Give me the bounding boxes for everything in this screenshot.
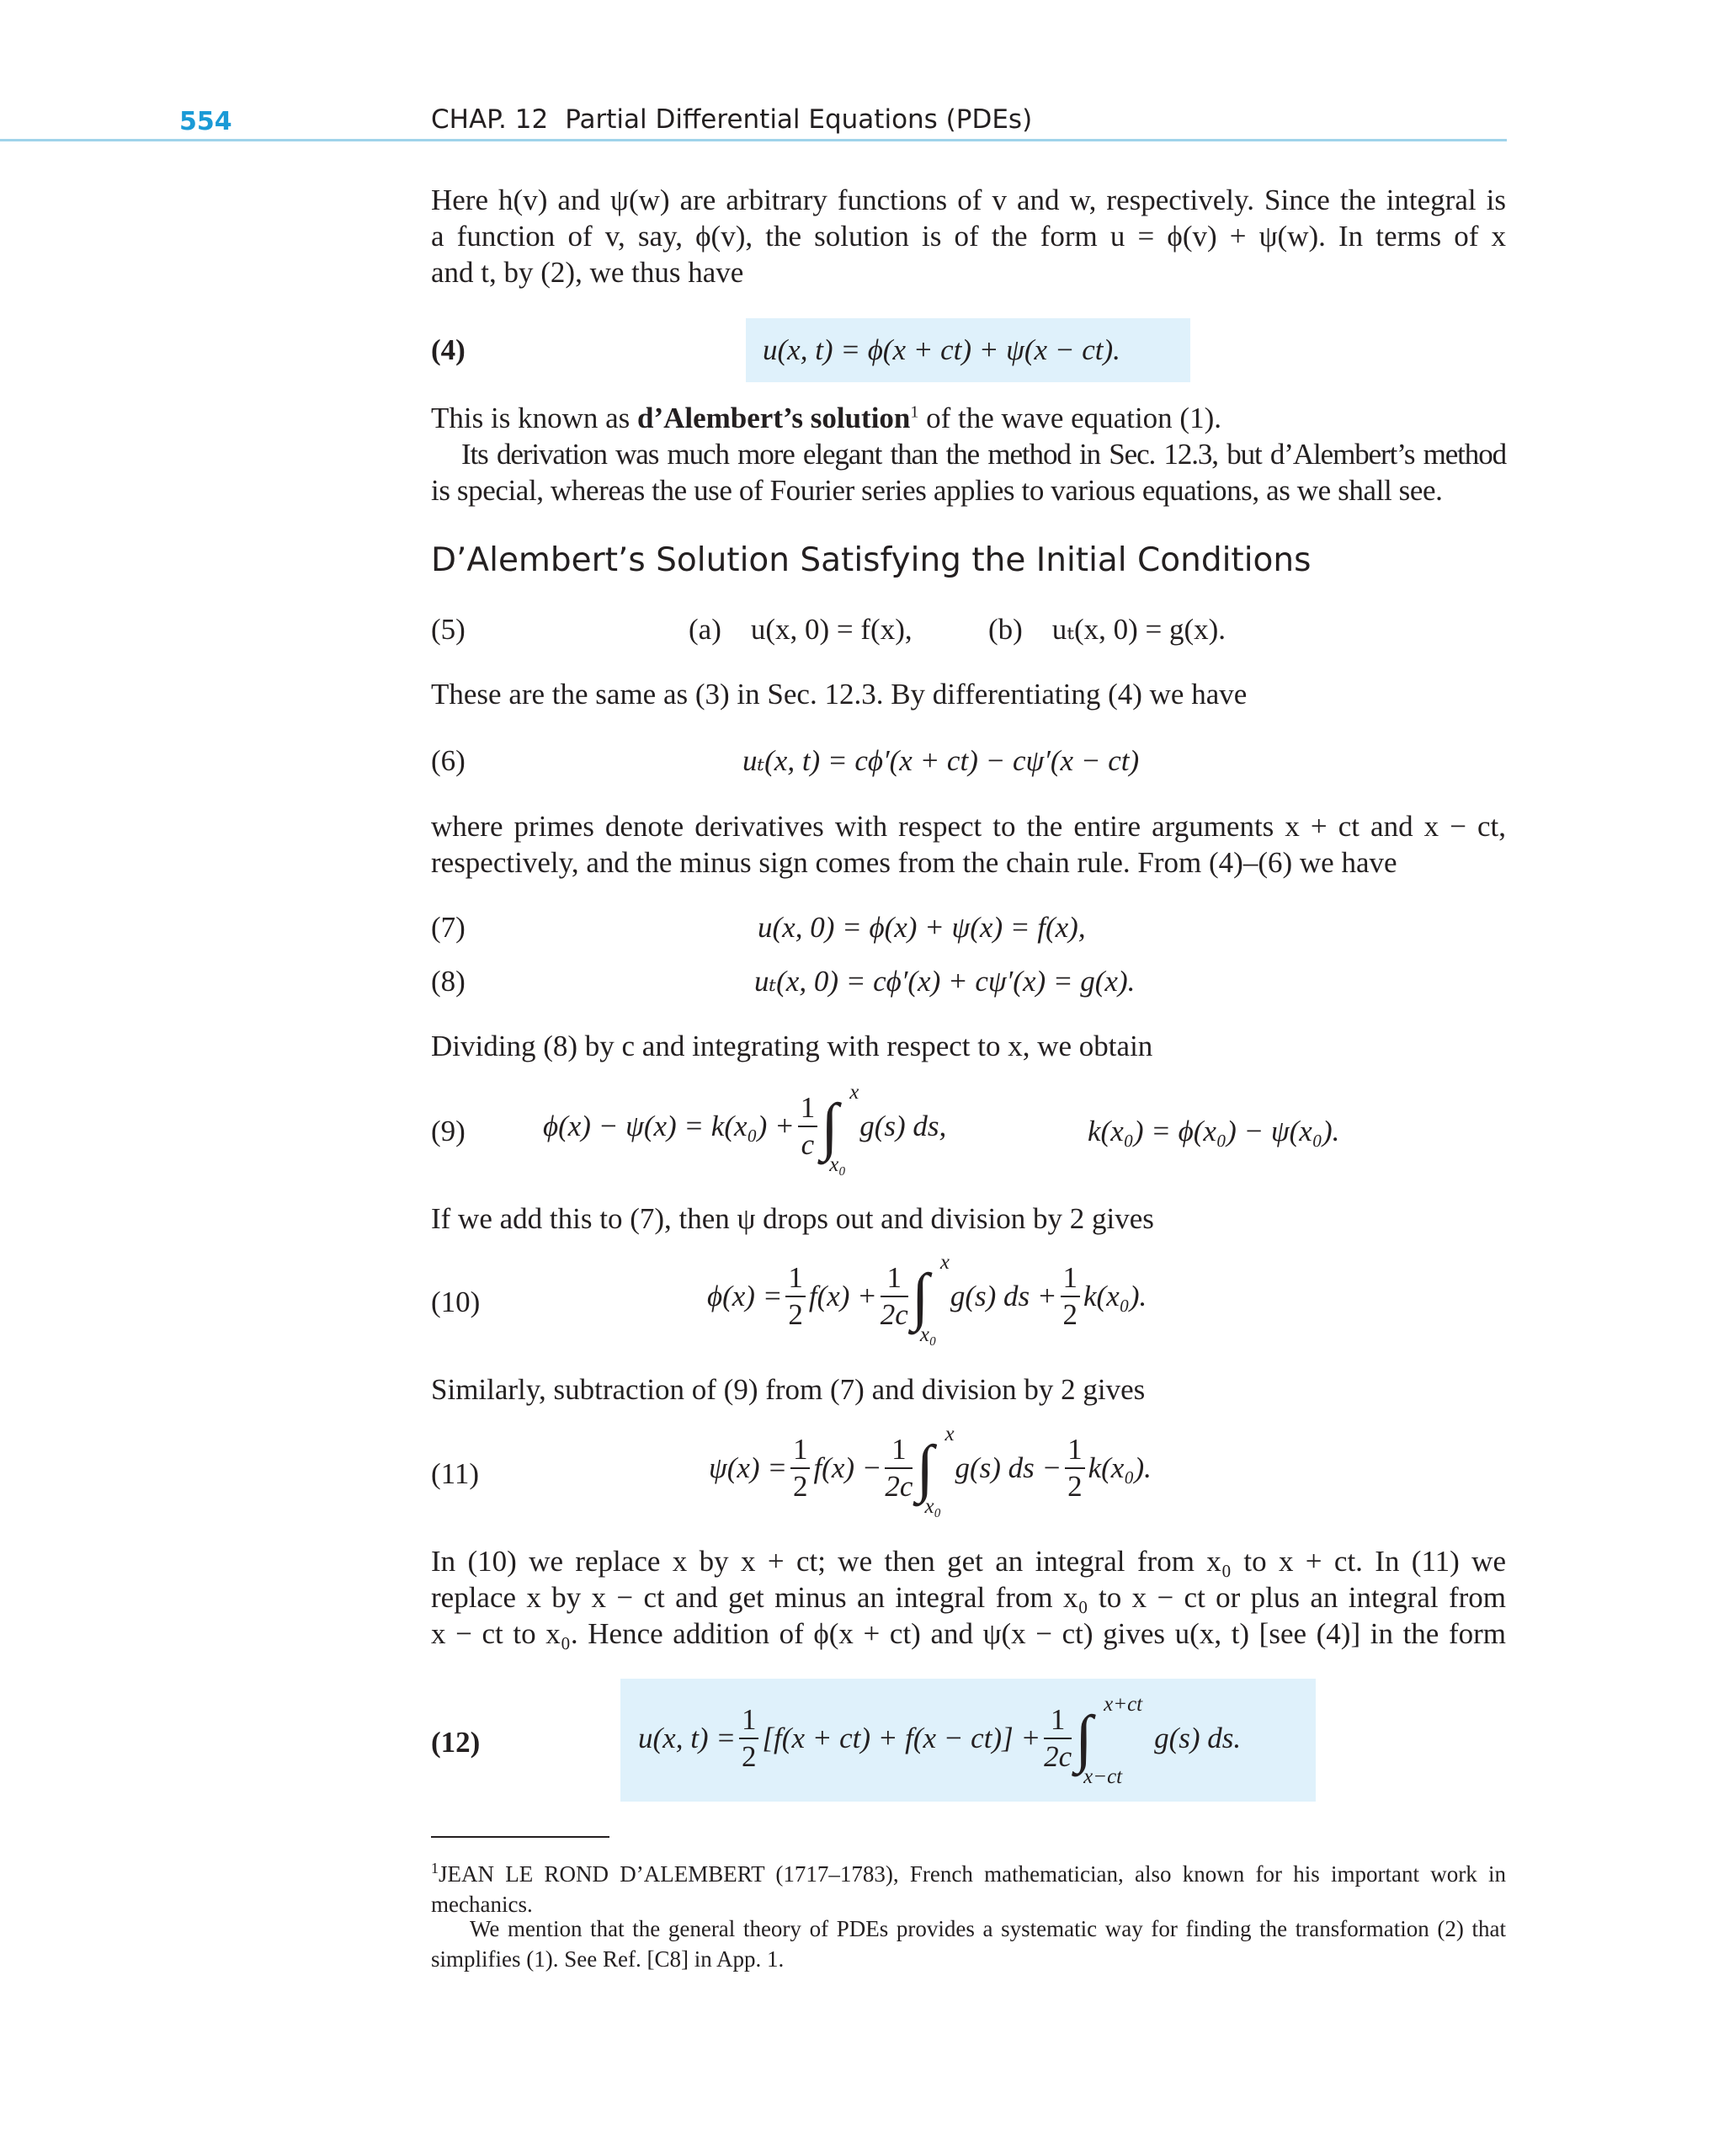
fraction-denominator: 2 [741, 1740, 757, 1773]
equation-11-fraction-1 [790, 1432, 811, 1504]
intro-line-1: Here h(v) and ψ(w) are arbitrary functions of v and w, respectively. Since the integral is [431, 184, 1506, 216]
equation-12-lhs: u(x, t) = [638, 1722, 736, 1754]
equation-12-fraction-2 [1044, 1702, 1072, 1775]
equation-10-fraction-2 [881, 1260, 908, 1333]
dalembert-post: of the wave equation (1). [918, 402, 1221, 434]
equation-5b: (b) uₜ(x, 0) = g(x). [988, 613, 1226, 646]
equation-9 [543, 1081, 947, 1176]
equation-9-side: k(x₀) = ϕ(x₀) − ψ(x₀). [1088, 1115, 1340, 1147]
fraction-denominator: 2 [1067, 1470, 1083, 1503]
fraction-numerator: 1 [785, 1260, 806, 1297]
footnote-1 [431, 1853, 1506, 1919]
equation-5-number: (5) [431, 613, 466, 646]
fraction-denominator: 2c [1044, 1740, 1072, 1773]
equation-12-number: (12) [431, 1726, 481, 1759]
integral-lower-limit: x₀ [829, 1153, 846, 1176]
equation-10-tail: k(x₀). [1083, 1280, 1147, 1312]
equation-9-number: (9) [431, 1115, 466, 1147]
fraction-numerator: 1 [885, 1432, 913, 1469]
equation-6: uₜ(x, t) = cϕ′(x + ct) − cψ′(x − ct) [742, 744, 1140, 777]
text-after-eq5: These are the same as (3) in Sec. 12.3. By differentiating (4) we have [431, 678, 1248, 711]
text-after-eq9: If we add this to (7), then ψ drops out and division by 2 gives [431, 1202, 1154, 1235]
equation-10-fraction-1 [785, 1260, 806, 1333]
equation-11-fraction-2 [885, 1432, 913, 1504]
equation-11-mid: f(x) − [813, 1451, 882, 1484]
fraction-numerator: 1 [1065, 1432, 1085, 1469]
equation-6-number: (6) [431, 744, 466, 777]
equation-7-number: (7) [431, 911, 466, 944]
equation-10-mid: f(x) + [808, 1280, 877, 1312]
fraction-denominator: 2 [788, 1298, 803, 1331]
integral-sign: ∫ x+ct x−ct [1075, 1693, 1143, 1788]
fraction-denominator: 2c [880, 1298, 908, 1331]
equation-11 [709, 1423, 1152, 1518]
fraction-numerator: 1 [798, 1090, 818, 1127]
equation-10-number: (10) [431, 1286, 481, 1318]
equation-9-lhs: ϕ(x) − ψ(x) = k(x₀) + [543, 1110, 795, 1142]
equation-9-fraction [798, 1090, 818, 1163]
footnote-ref: 1 [910, 402, 919, 422]
dalembert-line-2: Its derivation was much more elegant than the method in Sec. 12.3, but d’Alembert’s method [461, 438, 1506, 471]
chapter-label: CHAP. 12 [431, 104, 549, 135]
text-after-eq11-line-2: replace x by x − ct and get minus an integral from x₀ to x − ct or plus an integral from [431, 1581, 1506, 1614]
text-after-eq6-line-1: where primes denote derivatives with respect to the entire arguments x + ct and x − ct, [431, 810, 1506, 843]
footnote-paragraph-2: We mention that the general theory of PDEs provides a systematic way for finding the transformation (2) that simplifies (1). See Ref. [C8] in App. 1. [431, 1916, 1506, 1972]
integral-sign: ∫ x x₀ [821, 1081, 859, 1176]
dalembert-line-3: is special, whereas the use of Fourier series applies to various equations, as we shall see. [431, 474, 1443, 507]
footnote-text: JEAN LE ROND D’ALEMBERT (1717–1783), French mathematician, also known for his important work in mechanics. [431, 1861, 1506, 1917]
dalembert-pre: This is known as [431, 402, 637, 434]
page-number: 554 [179, 107, 232, 136]
equation-12 [638, 1693, 1242, 1788]
text-after-eq10: Similarly, subtraction of (9) from (7) and division by 2 gives [431, 1373, 1146, 1406]
equation-7: u(x, 0) = ϕ(x) + ψ(x) = f(x), [758, 911, 1086, 944]
fraction-numerator: 1 [790, 1432, 811, 1469]
fraction-numerator: 1 [881, 1260, 908, 1297]
text-after-eq11-line-3: x − ct to x₀. Hence addition of ϕ(x + ct) and ψ(x − ct) gives u(x, t) [see (4)] in the form [431, 1617, 1506, 1650]
equation-4: u(x, t) = ϕ(x + ct) + ψ(x − ct). [763, 333, 1120, 366]
equation-10-lhs: ϕ(x) = [707, 1280, 783, 1312]
dalembert-line-1 [431, 402, 1506, 435]
equation-8-number: (8) [431, 965, 466, 998]
equation-5a: (a) u(x, 0) = f(x), [689, 613, 913, 646]
text-after-eq8: Dividing (8) by c and integrating with respect to x, we obtain [431, 1030, 1153, 1062]
dalembert-solution-term: d’Alembert’s solution [637, 402, 911, 434]
footnote-rule [431, 1836, 609, 1838]
section-title: D’Alembert’s Solution Satisfying the Initial Conditions [431, 541, 1312, 579]
header-rule [0, 139, 1507, 141]
equation-10-integrand: g(s) ds + [950, 1280, 1057, 1312]
integral-lower-limit: x−ct [1083, 1765, 1123, 1788]
equation-9-integrand: g(s) ds, [859, 1110, 947, 1142]
equation-8: uₜ(x, 0) = cϕ′(x) + cψ′(x) = g(x). [754, 965, 1136, 998]
running-head [431, 104, 1032, 135]
equation-12-fraction-1 [739, 1702, 759, 1775]
fraction-numerator: 1 [1044, 1702, 1072, 1739]
equation-12-integrand: g(s) ds. [1154, 1722, 1242, 1754]
fraction-numerator: 1 [1061, 1260, 1081, 1297]
integral-upper-limit: x [939, 1251, 950, 1274]
fraction-numerator: 1 [739, 1702, 759, 1739]
fraction-denominator: 2 [792, 1470, 808, 1503]
chapter-title: Partial Differential Equations (PDEs) [565, 104, 1033, 135]
equation-11-integrand: g(s) ds − [955, 1451, 1062, 1484]
integral-sign: ∫ x x₀ [911, 1251, 950, 1346]
intro-line-2: a function of v, say, ϕ(v), the solution is of the form u = ϕ(v) + ψ(w). In terms of x [431, 220, 1506, 253]
text-after-eq6-line-2: respectively, and the minus sign comes from the chain rule. From (4)–(6) we have [431, 846, 1397, 879]
equation-4-number: (4) [431, 333, 466, 366]
equation-11-fraction-3 [1065, 1432, 1085, 1504]
fraction-denominator: 2c [885, 1470, 913, 1503]
integral-upper-limit: x [849, 1081, 859, 1104]
equation-10-fraction-3 [1061, 1260, 1081, 1333]
equation-11-number: (11) [431, 1457, 480, 1490]
equation-11-lhs: ψ(x) = [709, 1451, 787, 1484]
integral-sign: ∫ x x₀ [916, 1423, 955, 1518]
fraction-denominator: 2 [1062, 1298, 1078, 1331]
integral-upper-limit: x+ct [1104, 1693, 1143, 1716]
integral-lower-limit: x₀ [924, 1495, 942, 1518]
text-after-eq11-line-1: In (10) we replace x by x + ct; we then get an integral from x₀ to x + ct. In (11) we [431, 1545, 1506, 1578]
integral-lower-limit: x₀ [919, 1323, 937, 1346]
equation-12-mid: [f(x + ct) + f(x − ct)] + [762, 1722, 1041, 1754]
fraction-denominator: c [801, 1128, 815, 1161]
footnote-marker: 1 [431, 1860, 439, 1877]
integral-upper-limit: x [944, 1423, 955, 1445]
intro-line-3: and t, by (2), we thus have [431, 256, 744, 289]
equation-10 [707, 1251, 1147, 1346]
equation-11-tail: k(x₀). [1088, 1451, 1152, 1484]
